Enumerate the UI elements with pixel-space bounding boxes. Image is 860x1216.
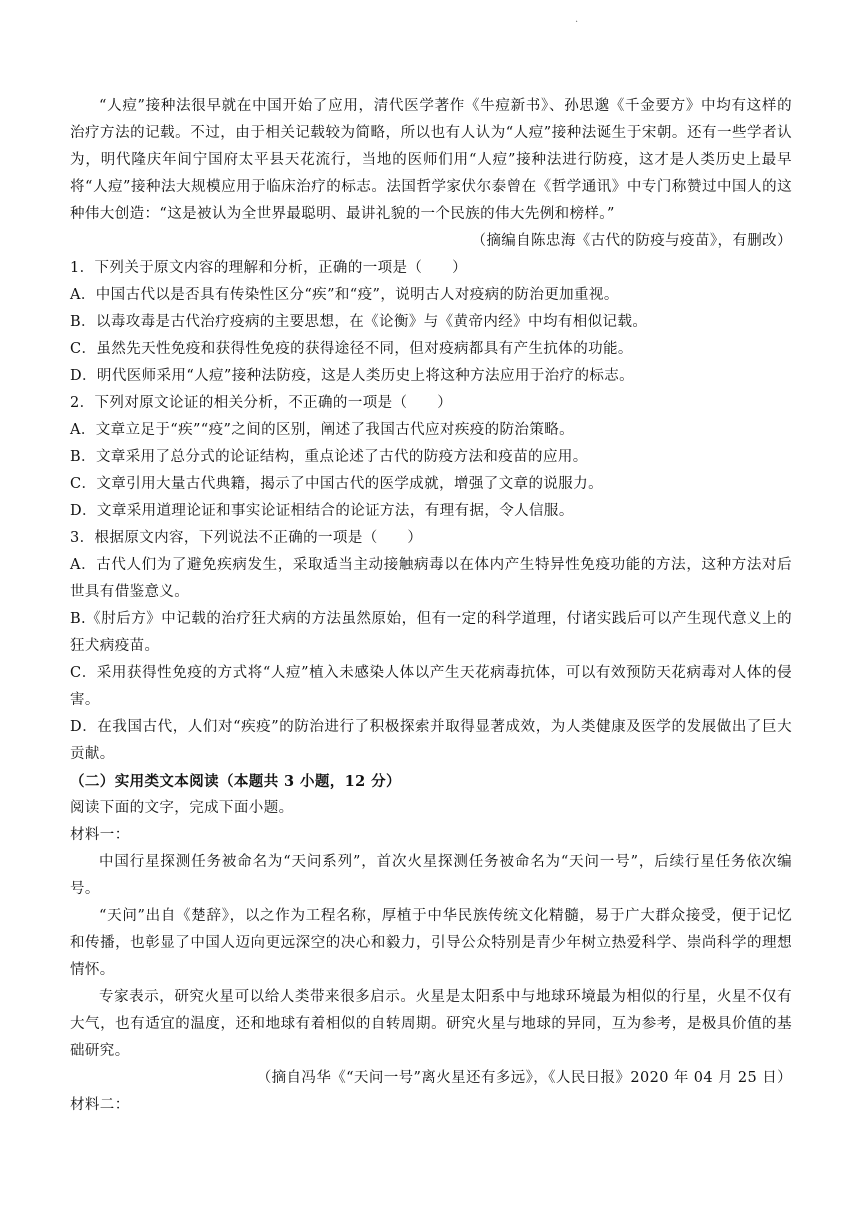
page-marker: . bbox=[575, 14, 579, 25]
material1-label: 材料一： bbox=[70, 827, 130, 843]
question-3-option-c: C．采用获得性免疫的方式将“人痘”植入未感染人体以产生天花病毒抗体，可以有效预防天花病毒对人体的侵害。 bbox=[70, 665, 792, 708]
material2-label: 材料二： bbox=[70, 1097, 130, 1113]
question-3-option-b: B.《肘后方》中记载的治疗狂犬病的方法虽然原始，但有一定的科学道理，付诸实践后可以产生现代意义上的狂犬病疫苗。 bbox=[70, 611, 792, 654]
material1-paragraph-2: “天问”出自《楚辞》，以之作为工程名称，厚植于中华民族传统文化精髓，易于广大群众接受，便于记忆和传播，也彰显了中国人迈向更远深空的决心和毅力，引导公众特别是青少年树立热爱科学、崇尚科学的理想情怀。 bbox=[70, 908, 792, 978]
question-2-option-a: A．文章立足于“疾”“疫”之间的区别，阐述了我国古代应对疾疫的防治策略。 bbox=[70, 422, 575, 438]
question-3-stem: 3．根据原文内容，下列说法不正确的一项是（ ） bbox=[70, 530, 423, 546]
question-1-option-d: D．明代医师采用“人痘”接种法防疫，这是人类历史上将这种方法应用于治疗的标志。 bbox=[70, 368, 635, 384]
question-3-option-d: D．在我国古代，人们对“疾疫”的防治进行了积极探索并取得显著成效，为人类健康及医学的发展做出了巨大贡献。 bbox=[70, 719, 792, 762]
question-1-option-b: B．以毒攻毒是古代治疗疫病的主要思想，在《论衡》与《黄帝内经》中均有相似记载。 bbox=[70, 314, 648, 330]
section2-instruction: 阅读下面的文字，完成下面小题。 bbox=[70, 800, 294, 816]
question-2-option-b: B．文章采用了总分式的论证结构，重点论述了古代的防疫方法和疫苗的应用。 bbox=[70, 449, 588, 465]
question-2-option-d: D．文章采用道理论证和事实论证相结合的论证方法，有理有据，令人信服。 bbox=[70, 503, 574, 519]
question-1-option-c: C．虽然先天性免疫和获得性免疫的获得途径不同，但对疫病都具有产生抗体的功能。 bbox=[70, 341, 633, 357]
question-1-stem: 1．下列关于原文内容的理解和分析，正确的一项是（ ） bbox=[70, 260, 468, 276]
material1-paragraph-3: 专家表示，研究火星可以给人类带来很多启示。火星是太阳系中与地球环境最为相似的行星，火星不仅有大气，也有适宜的温度，还和地球有着相似的自转周期。研究火星与地球的异同，互为参考，是极具价值的基础研究。 bbox=[70, 989, 792, 1059]
question-3-option-a: A．古代人们为了避免疾病发生，采取适当主动接触病毒以在体内产生特异性免疫功能的方法，这种方法对后世具有借鉴意义。 bbox=[70, 557, 792, 600]
question-2-stem: 2．下列对原文论证的相关分析，不正确的一项是（ ） bbox=[70, 395, 453, 411]
section2-heading: （二）实用类文本阅读（本题共 3 小题，12 分） bbox=[70, 773, 401, 790]
passage1-source: （摘编自陈忠海《古代的防疫与疫苗》，有删改） bbox=[471, 233, 792, 249]
document-content bbox=[70, 93, 792, 1119]
question-1-option-a: A．中国古代以是否具有传染性区分“疾”和“疫”，说明古人对疫病的防治更加重视。 bbox=[70, 287, 619, 303]
question-2-option-c: C．文章引用大量古代典籍，揭示了中国古代的医学成就，增强了文章的说服力。 bbox=[70, 476, 603, 492]
material1-paragraph-1: 中国行星探测任务被命名为“天问系列”，首次火星探测任务被命名为“天问一号”，后续行星任务依次编号。 bbox=[70, 854, 792, 897]
material1-source: （摘自冯华《“天问一号”离火星还有多远》，《人民日报》2020 年 04 月 25 日） bbox=[256, 1070, 792, 1086]
passage1-paragraph: “人痘”接种法很早就在中国开始了应用，清代医学著作《牛痘新书》、孙思邈《千金要方》中均有这样的治疗方法的记载。不过，由于相关记载较为简略，所以也有人认为“人痘”接种法诞生于宋朝。还有一些学者认为，明代隆庆年间宁国府太平县天花流行，当地的医师们用“人痘”接种法进行防疫，这才是人类历史上最早将“人痘”接种法大规模应用于临床治疗的标志。法国哲学家伏尔泰曾在《哲学通讯》中专门称赞过中国人的这种伟大创造：“这是被认为全世界最聪明、最讲礼貌的一个民族的伟大先例和榜样。” bbox=[70, 98, 792, 222]
